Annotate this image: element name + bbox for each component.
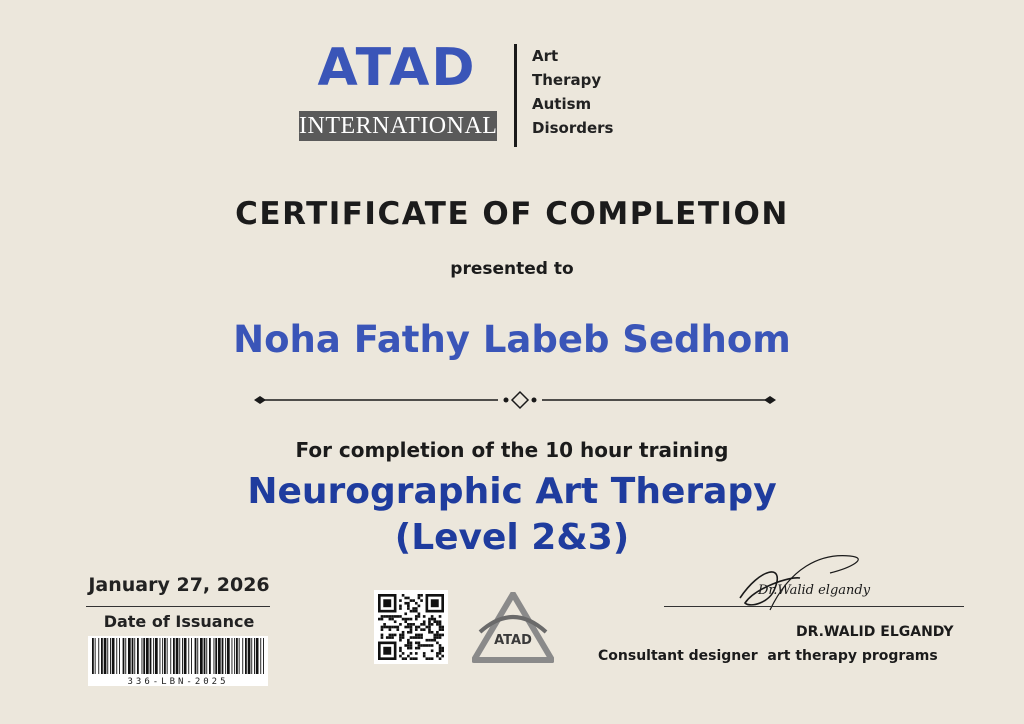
qr-module [402,657,405,660]
qr-module [441,647,444,650]
barcode-bar [263,638,264,674]
recipient-name: Noha Fathy Labeb Sedhom [233,318,791,361]
qr-module [441,626,444,629]
qr-finder [383,599,391,607]
qr-module [436,636,439,639]
qr-module [410,626,413,629]
qr-module [433,618,436,621]
certificate-title: CERTIFICATE OF COMPLETION [235,196,789,232]
qr-module [386,626,389,629]
qr-module [399,655,402,658]
barcode-bar [160,638,161,674]
qr-module [418,644,421,647]
qr-module [386,636,389,639]
tagline-line: Autism [532,95,592,113]
date-underline [86,606,270,607]
qr-module [439,615,442,618]
qr-module [386,615,389,618]
barcode-bar [236,638,238,674]
signature-line [664,606,964,607]
qr-module [412,636,415,639]
qr-module [407,642,410,645]
qr-module [439,628,442,631]
qr-module [394,615,397,618]
barcode [88,636,268,686]
qr-module [381,628,384,631]
qr-module [423,644,426,647]
qr-module [407,618,410,621]
barcode-bar [150,638,152,674]
date-label: Date of Issuance [103,612,255,631]
qr-module [404,644,407,647]
barcode-bar [128,638,131,674]
barcode-bar [191,638,192,674]
qr-module [410,628,413,631]
qr-module [407,602,410,605]
qr-module [381,626,384,629]
qr-module [394,626,397,629]
qr-module [410,610,413,613]
qr-finder [383,647,391,655]
qr-module [420,644,423,647]
qr-module [441,655,444,658]
qr-module [431,631,434,634]
barcode-bar [256,638,259,674]
barcode-bar [155,638,158,674]
barcode-bar [137,638,139,674]
qr-module [423,655,426,658]
qr-module [381,615,384,618]
qr-module [428,620,431,623]
qr-module [426,626,429,629]
qr-module [399,636,402,639]
qr-module [407,605,410,608]
barcode-bar [167,638,168,674]
qr-module [410,652,413,655]
qr-module [436,642,439,645]
qr-module [439,657,442,660]
qr-module [436,620,439,623]
logo-brand: ATAD [317,38,477,98]
qr-module [431,644,434,647]
barcode-bar [251,638,252,674]
qr-module [415,628,418,631]
qr-module [418,636,421,639]
barcode-bar [176,638,179,674]
qr-module [431,615,434,618]
qr-module [399,649,402,652]
qr-module [428,618,431,621]
barcode-bar [222,638,224,674]
course-name: Neurographic Art Therapy [247,471,777,512]
qr-module [423,623,426,626]
barcode-bar [204,638,206,674]
qr-module [428,626,431,629]
barcode-bar [116,638,117,674]
barcode-bar [162,638,163,674]
qr-module [428,644,431,647]
qr-finder [431,599,439,607]
qr-module [391,636,394,639]
qr-module [420,599,423,602]
qr-module [404,612,407,615]
emblem-text: ATAD [494,633,532,648]
qr-module [410,644,413,647]
qr-module [399,607,402,610]
qr-module [418,612,421,615]
barcode-bar [125,638,126,674]
qr-module [415,610,418,613]
barcode-bar [188,638,189,674]
qr-module [431,657,434,660]
qr-module [391,626,394,629]
qr-module [391,615,394,618]
qr-module [436,634,439,637]
barcode-bar [200,638,203,674]
qr-module [439,636,442,639]
qr-module [415,634,418,637]
qr-module [396,615,399,618]
qr-module [407,597,410,600]
qr-module [410,631,413,634]
qr-module [420,628,423,631]
qr-module [436,652,439,655]
completion-text: For completion of the 10 hour training [295,438,729,462]
barcode-bar [173,638,175,674]
qr-module [389,626,392,629]
qr-module [439,620,442,623]
qr-module [441,634,444,637]
qr-module [410,647,413,650]
atad-emblem-icon [472,592,554,664]
barcode-bar [134,638,135,674]
qr-module [415,657,418,660]
qr-module [439,626,442,629]
qr-module [396,626,399,629]
barcode-bar [132,638,134,674]
qr-module [428,657,431,660]
barcode-bar [123,638,125,674]
barcode-bar [234,638,235,674]
qr-module [396,628,399,631]
qr-module [412,623,415,626]
qr-module [436,623,439,626]
qr-module [415,652,418,655]
qr-module [404,657,407,660]
qr-module [420,634,423,637]
qr-module [439,634,442,637]
qr-module [391,634,394,637]
qr-module [402,618,405,621]
qr-module [389,634,392,637]
barcode-bar [232,638,233,674]
qr-module [402,636,405,639]
qr-module [394,634,397,637]
qr-module [418,597,421,600]
signer-name: DR.WALID ELGANDY [796,624,954,640]
qr-module [399,605,402,608]
qr-module [404,618,407,621]
barcode-bar [98,638,99,674]
barcode-bar [101,638,103,674]
qr-module [439,649,442,652]
course-level: (Level 2&3) [394,517,630,558]
qr-module [407,626,410,629]
barcode-bar [92,638,94,674]
qr-module [420,636,423,639]
qr-module [418,605,421,608]
barcode-bar [206,638,207,674]
qr-module [426,657,429,660]
qr-module [402,634,405,637]
barcode-bar [142,638,143,674]
qr-module [415,647,418,650]
qr-module [399,639,402,642]
barcode-bar [104,638,107,674]
qr-code [374,590,448,664]
qr-module [423,620,426,623]
qr-module [383,615,386,618]
qr-module [418,647,421,650]
qr-module [433,620,436,623]
qr-module [433,639,436,642]
qr-module [402,631,405,634]
qr-module [418,626,421,629]
qr-module [428,628,431,631]
qr-module [381,636,384,639]
qr-module [407,623,410,626]
qr-module [423,628,426,631]
qr-module [418,642,421,645]
qr-module [412,599,415,602]
qr-module [423,652,426,655]
qr-module [431,618,434,621]
qr-module [441,628,444,631]
qr-module [410,618,413,621]
qr-module [407,631,410,634]
qr-module [407,607,410,610]
qr-module [410,599,413,602]
qr-module [407,647,410,650]
qr-module [404,626,407,629]
qr-module [399,615,402,618]
qr-module [391,618,394,621]
barcode-bar [218,638,221,674]
qr-module [431,639,434,642]
qr-module [389,618,392,621]
barcode-bar [146,638,149,674]
barcode-bar [110,638,111,674]
qr-module [426,644,429,647]
qr-module [402,652,405,655]
barcode-bar [214,638,215,674]
logo-tagline [532,44,613,140]
qr-module [407,644,410,647]
qr-module [436,655,439,658]
tagline-line: Therapy [532,71,602,89]
qr-module [415,618,418,621]
barcode-bar [227,638,230,674]
barcode-bar [195,638,197,674]
qr-module [378,618,381,621]
qr-module [428,639,431,642]
qr-module [407,639,410,642]
barcode-bar [209,638,211,674]
qr-module [439,623,442,626]
qr-module [439,644,442,647]
qr-module [389,636,392,639]
signer-title: Consultant designer art therapy programs [598,648,938,664]
barcode-bar [119,638,120,674]
qr-module [399,623,402,626]
barcode-bar [225,638,226,674]
qr-module [389,628,392,631]
barcode-bar [215,638,217,674]
qr-module [410,657,413,660]
qr-module [415,626,418,629]
qr-module [383,623,386,626]
qr-module [415,615,418,618]
qr-module [383,626,386,629]
qr-module [410,642,413,645]
barcode-bar [164,638,166,674]
barcode-bar [107,638,108,674]
qr-module [415,607,418,610]
barcode-bar [95,638,96,674]
barcode-bar [254,638,255,674]
qr-module [433,634,436,637]
barcode-bar [182,638,183,674]
signature-image [730,548,910,618]
logo-divider [514,44,517,147]
barcode-bar [248,638,251,674]
qr-module [431,649,434,652]
qr-module [412,610,415,613]
qr-module [415,636,418,639]
qr-module [415,602,418,605]
qr-module [410,636,413,639]
tagline-line: Disorders [532,119,614,137]
qr-module [423,615,426,618]
barcode-bar [179,638,180,674]
barcode-bar [143,638,145,674]
qr-module [404,597,407,600]
qr-module [426,639,429,642]
barcode-bar [112,638,115,674]
qr-module [389,615,392,618]
qr-module [441,649,444,652]
qr-module [439,647,442,650]
qr-module [428,623,431,626]
tagline-line: Art [532,47,559,65]
qr-module [404,620,407,623]
barcode-bar [245,638,247,674]
qr-module [412,657,415,660]
qr-module [399,647,402,650]
presented-to-text: presented to [450,259,574,279]
qr-module [418,594,421,597]
qr-module [399,599,402,602]
qr-module [399,634,402,637]
qr-module [439,652,442,655]
qr-module [418,634,421,637]
issue-date: January 27, 2026 [88,574,270,596]
qr-module [415,642,418,645]
logo-subtitle: INTERNATIONAL [299,113,498,139]
qr-module [394,620,397,623]
qr-module [433,636,436,639]
qr-module [418,615,421,618]
signature-script: Dr.Walid elgandy [758,583,871,598]
qr-module [381,618,384,621]
qr-module [402,594,405,597]
qr-module [431,623,434,626]
barcode-bar [242,638,243,674]
qr-module [412,607,415,610]
qr-module [381,634,384,637]
qr-module [428,631,431,634]
barcode-bar [260,638,261,674]
barcode-bar [197,638,198,674]
qr-module [404,602,407,605]
barcode-bar [184,638,187,674]
barcode-bar [239,638,240,674]
qr-module [410,623,413,626]
barcode-bar [153,638,154,674]
qr-module [420,623,423,626]
barcode-bar [170,638,171,674]
qr-module [420,594,423,597]
barcode-number: 336-LBN-2025 [127,677,229,686]
ornament-divider [250,388,790,412]
qr-module [436,631,439,634]
qr-module [407,655,410,658]
